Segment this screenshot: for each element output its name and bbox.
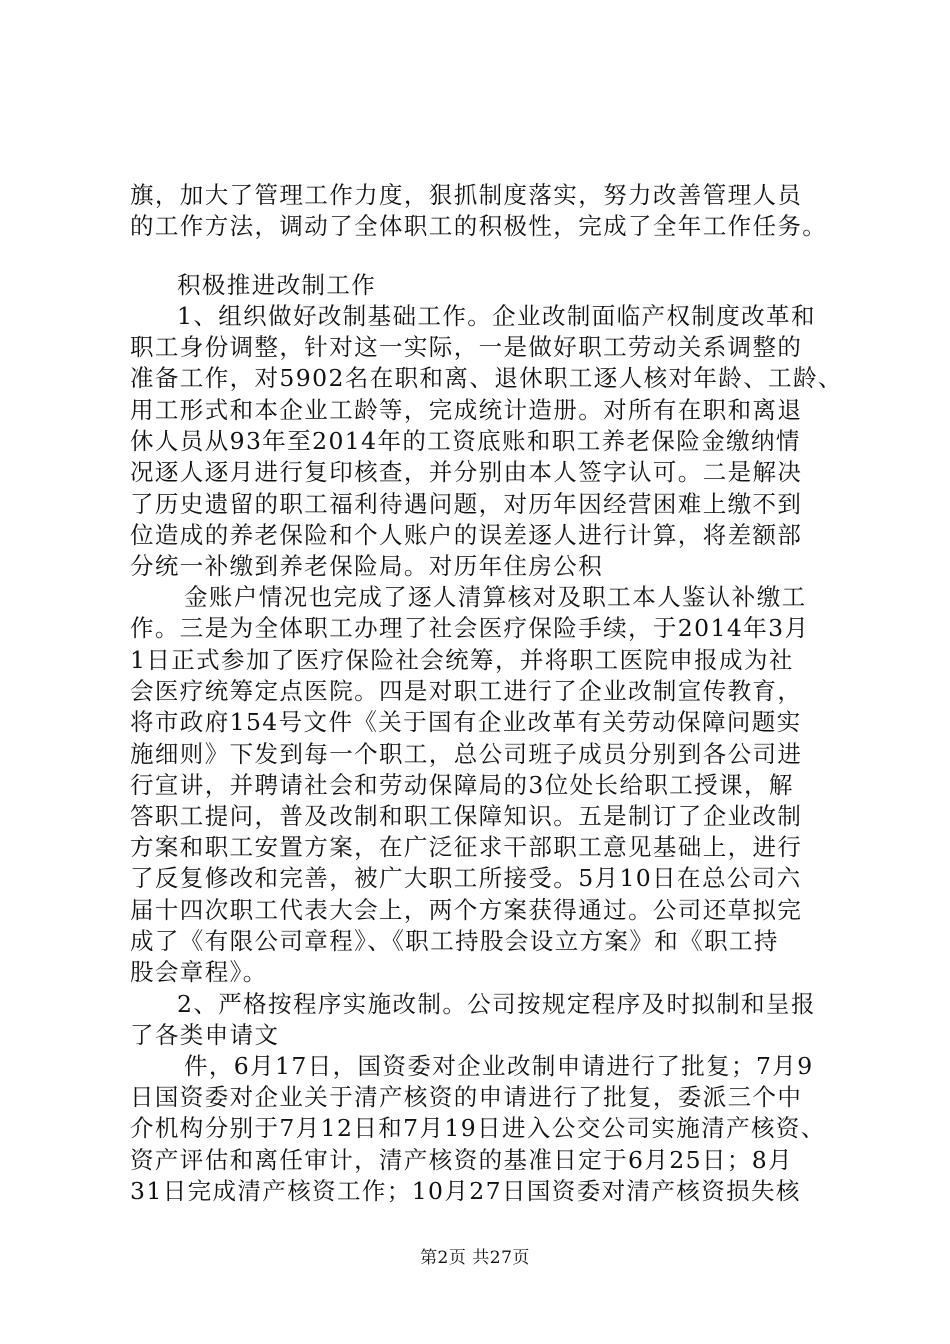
text-line: 了反复修改和完善，被广大职工所接受。5月10日在总公司六 <box>130 864 802 892</box>
text-line: 分统一补缴到养老保险局。对历年住房公积 <box>130 552 604 580</box>
text-line: 日国资委对企业关于清产核资的申请进行了批复，委派三个中 <box>130 1083 803 1111</box>
text-line: 将市政府154号文件《关于国有企业改革有关劳动保障问题实 <box>130 708 802 736</box>
text-line: 行宣讲，并聘请社会和劳动保障局的3位处长给职工授课，解 <box>130 771 794 799</box>
text-line: 资产评估和离任审计，清产核资的基准日定于6月25日；8月 <box>130 1146 794 1174</box>
text-line: 施细则》下发到每一个职工，总公司班子成员分别到各公司进 <box>130 740 803 768</box>
text-line: 31日完成清产核资工作；10月27日国资委对清产核资损失核 <box>130 1177 801 1205</box>
text-line: 会医疗统筹定点医院。四是对职工进行了企业改制宣传教育， <box>130 677 803 705</box>
text-line: 了各类申请文 <box>130 1021 280 1049</box>
text-line: 届十四次职工代表大会上，两个方案获得通过。公司还草拟完 <box>130 896 803 924</box>
text-line: 位造成的养老保险和个人账户的误差逐人进行计算，将差额部 <box>130 521 803 549</box>
text-line: 件，6月17日，国资委对企业改制申请进行了批复；7月9 <box>184 1052 814 1080</box>
text-line: 旗，加大了管理工作力度，狠抓制度落实，努力改善管理人员 <box>130 181 803 209</box>
text-line: 准备工作，对5902名在职和离、退休职工逐人核对年龄、工龄、 <box>130 364 843 392</box>
text-line: 介机构分别于7月12日和7月19日进入公交公司实施清产核资、 <box>130 1114 826 1142</box>
text-line: 1、组织做好改制基础工作。企业改制面临产权制度改革和 <box>177 302 816 330</box>
page-number-footer: 第2页 共27页 <box>420 1248 530 1268</box>
text-line: 股会章程》。 <box>130 958 268 986</box>
text-line: 1日正式参加了医疗保险社会统筹，并将职工医院申报成为社 <box>130 646 794 674</box>
text-line: 成了《有限公司章程》、《职工持股会设立方案》和《职工持 <box>130 927 779 955</box>
text-line: 况逐人逐月进行复印核查，并分别由本人签字认可。二是解决 <box>130 458 803 486</box>
text-line: 方案和职工安置方案，在广泛征求干部职工意见基础上，进行 <box>130 833 803 861</box>
text-line: 金账户情况也完成了逐人清算核对及职工本人鉴认补缴工 <box>184 583 807 611</box>
text-line: 了历史遗留的职工福利待遇问题，对历年因经营困难上缴不到 <box>130 490 803 518</box>
text-line: 休人员从93年至2014年的工资底账和职工养老保险金缴纳情 <box>130 427 801 455</box>
section-heading: 积极推进改制工作 <box>177 271 377 299</box>
text-line: 2、严格按程序实施改制。公司按规定程序及时拟制和呈报 <box>177 990 816 1018</box>
text-line: 答职工提问，普及改制和职工保障知识。五是制订了企业改制 <box>130 802 803 830</box>
text-line: 的工作方法，调动了全体职工的积极性，完成了全年工作任务。 <box>130 212 828 240</box>
text-line: 用工形式和本企业工龄等，完成统计造册。对所有在职和离退 <box>130 396 803 424</box>
text-line: 作。三是为全体职工办理了社会医疗保险手续，于2014年3月 <box>130 614 810 642</box>
text-line: 职工身份调整，针对这一实际，一是做好职工劳动关系调整的 <box>130 333 803 361</box>
